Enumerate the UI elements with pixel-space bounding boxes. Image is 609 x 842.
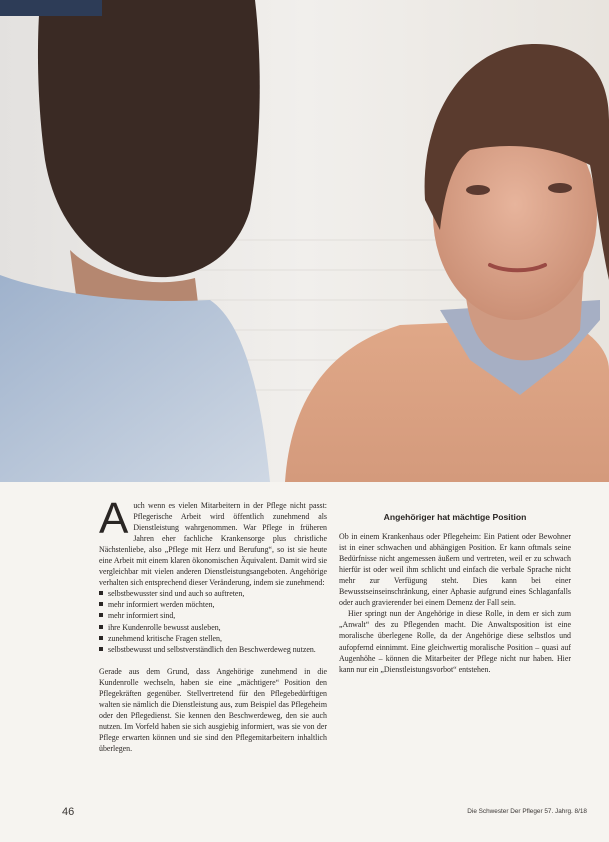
section-tab-marker [0,0,102,16]
bullet-list [99,588,327,654]
list-item: ihre Kundenrolle bewusst ausleben, [99,622,327,633]
article-column-right [339,500,571,675]
article-paragraph: Ob in einem Krankenhaus oder Pflegeheim: Ein Patient oder Bewohner ist in einer schwachen und abhängigen Position. Er kann oftmals seine Bedürfnisse nicht angemessen äußern und vertreten, weil er zu schwach hierfür ist oder weil ihm schlicht und einfach die verbale Sprache nicht mehr zur Verfügung steht. Dies kann bei einer Bewusstseinseinschränkung, einer Aphasie aufgrund eines Schlaganfalls oder auch gravierender bei einem Demenz der Fall sein. [339,532,571,608]
list-item: selbstbewusster sind und auch so auftreten, [99,588,327,599]
list-item: mehr informiert sind, [99,610,327,621]
publication-footer: Die Schwester Der Pfleger 57. Jahrg. 8/18 [467,808,587,815]
article-intro: uch wenn es vielen Mitarbeitern in der Pflege nicht passt: Pflegerische Arbeit wird öffentlich zunehmend als Dienstleistung wahrgenommen. War Pflege in früheren Jahren eher fachliche Krankensorge plus christliche Nächstenliebe, also „Pflege mit Herz und Berufung“, so ist sie heute eine Arbeit mit einem klaren ökonomischen Äquivalent. Damit wird sie vergleichbar mit vielen anderen Dienstleistungsangeboten. Angehörige verhalten sich entsprechend dieser Veränderung, indem sie zunehmend: [99,501,327,588]
list-item: zunehmend kritische Fragen stellen, [99,633,327,644]
drop-cap: A [99,494,129,543]
article-column-left [99,494,327,754]
page-number: 46 [62,806,75,818]
article-paragraph: Gerade aus dem Grund, dass Angehörige zunehmend in die Kundenrolle wechseln, haben sie eine „mächtigere“ Position den Pflegekräften gegenüber. Stellvertretend für den Pflegebedürftigen walten sie nämlich die Dienstleistung aus, zum Beispiel das Pflegeheim oder den Pflegedienst. Sie kennen den Beschwerdeweg, den sie auch nutzen. Im Vorfeld haben sie sich ausgiebig informiert, was sie von der Pflege erwarten können und sie sind den Pflegemitarbeitern inhaltlich überlegen. [99,666,327,753]
list-item: selbstbewusst und selbstverständlich den Beschwerdeweg nutzen. [99,644,327,655]
article-paragraph: Hier springt nun der Angehörige in diese Rolle, in dem er sich zum „Anwalt“ des zu Pflegenden macht. Die Anwaltsposition ist eine moralische überlegene Rolle, da der Angehörige diese selbstlos und aufopfernd einnimmt. Eine gleichwertig moralische Position – quasi auf Augenhöhe – können die Mitarbeiter der Pflege nicht nur haben. Hier kann nur ein „Dienstleistungsvorbot“ entstehen. [339,609,571,674]
list-item: mehr informiert werden möchten, [99,599,327,610]
section-subheading: Angehöriger hat mächtige Position [383,512,527,522]
